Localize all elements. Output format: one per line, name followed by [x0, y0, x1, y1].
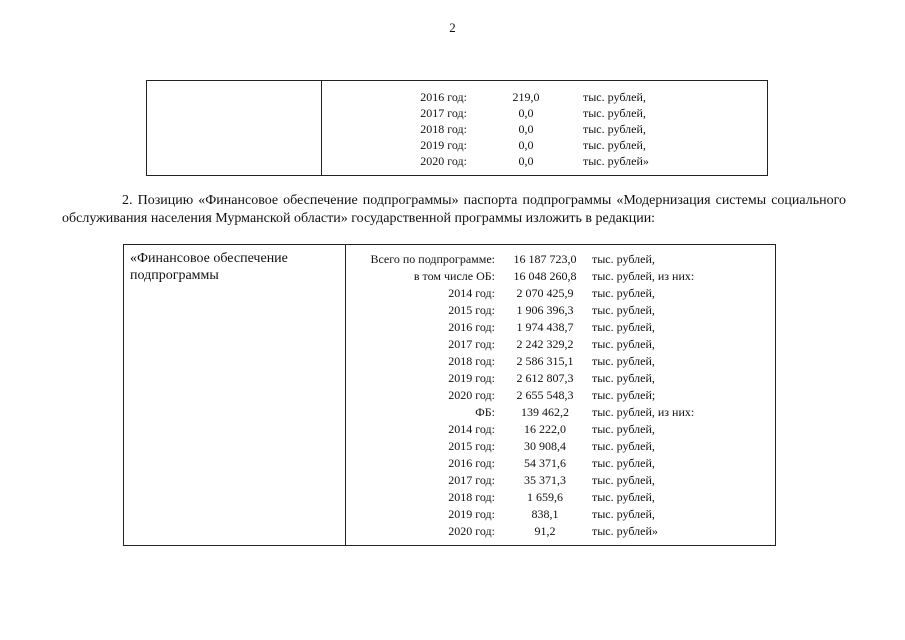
table-row	[124, 404, 777, 420]
amount-value: 0,0	[518, 138, 534, 152]
table-row	[124, 302, 777, 318]
unit-label: тыс. рублей, из них:	[592, 269, 695, 283]
row-label: 2018 год:	[448, 354, 495, 368]
table-row	[124, 421, 777, 437]
unit-label: тыс. рублей,	[592, 286, 655, 300]
table-row	[147, 121, 769, 137]
row-label: в том числе ОБ:	[413, 269, 495, 283]
year-label: 2018 год:	[420, 122, 467, 136]
amount-value: 0,0	[518, 106, 534, 120]
table-row	[124, 387, 777, 403]
table-row	[124, 353, 777, 369]
amount-value: 2 242 329,2	[516, 337, 574, 351]
unit-label: тыс. рублей,	[583, 122, 646, 136]
unit-label: тыс. рублей,	[592, 422, 655, 436]
table-continuation	[146, 80, 768, 176]
row-label: 2020 год:	[448, 524, 495, 538]
amendment-paragraph: 2. Позицию «Финансовое обеспечение подпрограммы» паспорта подпрограммы «Модернизация системы социального обслуживания населения Мурманской области» государственной программы изложить в редакции:	[62, 193, 846, 226]
page-number: 2	[449, 20, 456, 35]
section-name-line: подпрограммы	[130, 268, 219, 283]
amount-value: 1 906 396,3	[516, 303, 574, 317]
table-row	[124, 336, 777, 352]
row-label: 2020 год:	[448, 388, 495, 402]
table-row	[124, 472, 777, 488]
amount-value: 91,2	[534, 524, 556, 538]
unit-label: тыс. рублей,	[583, 90, 646, 104]
unit-label: тыс. рублей,	[592, 354, 655, 368]
table-row	[124, 251, 777, 267]
row-label: 2016 год:	[448, 456, 495, 470]
unit-label: тыс. рублей,	[592, 439, 655, 453]
table-row	[124, 268, 777, 284]
unit-label: тыс. рублей,	[592, 337, 655, 351]
year-label: 2016 год:	[420, 90, 467, 104]
unit-label: тыс. рублей,	[592, 507, 655, 521]
table-row	[147, 137, 769, 153]
unit-label: тыс. рублей»	[592, 524, 658, 538]
amount-value: 0,0	[518, 154, 534, 168]
amount-value: 54 371,6	[524, 456, 566, 470]
unit-label: тыс. рублей;	[592, 388, 656, 402]
table-row	[147, 89, 769, 105]
amount-value: 30 908,4	[524, 439, 566, 453]
amount-value: 1 974 438,7	[516, 320, 574, 334]
row-label: 2014 год:	[448, 286, 495, 300]
amount-value: 2 070 425,9	[516, 286, 574, 300]
unit-label: тыс. рублей,	[592, 303, 655, 317]
row-label: Всего по подпрограмме:	[370, 252, 495, 266]
amount-value: 2 612 807,3	[516, 371, 574, 385]
unit-label: тыс. рублей,	[592, 252, 655, 266]
table-row	[124, 523, 777, 539]
unit-label: тыс. рублей»	[583, 154, 649, 168]
unit-label: тыс. рублей,	[592, 490, 655, 504]
amount-value: 2 586 315,1	[516, 354, 574, 368]
table-row	[124, 455, 777, 471]
amount-value: 2 655 548,3	[516, 388, 574, 402]
row-label: ФБ:	[475, 405, 495, 419]
amount-value: 1 659,6	[527, 490, 563, 504]
table-row	[124, 506, 777, 522]
unit-label: тыс. рублей,	[583, 106, 646, 120]
amount-value: 16 222,0	[524, 422, 566, 436]
unit-label: тыс. рублей,	[592, 473, 655, 487]
unit-label: тыс. рублей,	[592, 371, 655, 385]
amount-value: 219,0	[512, 90, 540, 104]
table-row	[124, 285, 777, 301]
year-label: 2017 год:	[420, 106, 467, 120]
amount-value: 16 187 723,0	[513, 252, 577, 266]
row-label: 2017 год:	[448, 473, 495, 487]
year-label: 2019 год:	[420, 138, 467, 152]
table-row	[147, 105, 769, 121]
section-name-line: «Финансовое обеспечение	[130, 251, 288, 266]
table-row	[124, 438, 777, 454]
table-row	[124, 319, 777, 335]
amount-value: 139 462,2	[521, 405, 569, 419]
row-label: 2015 год:	[448, 439, 495, 453]
funding-table	[123, 244, 776, 546]
row-label: 2019 год:	[448, 507, 495, 521]
table-row	[124, 489, 777, 505]
unit-label: тыс. рублей,	[583, 138, 646, 152]
unit-label: тыс. рублей, из них:	[592, 405, 695, 419]
row-label: 2018 год:	[448, 490, 495, 504]
table-row	[147, 153, 769, 169]
amount-value: 16 048 260,8	[513, 269, 577, 283]
row-label: 2019 год:	[448, 371, 495, 385]
amount-value: 35 371,3	[524, 473, 566, 487]
unit-label: тыс. рублей,	[592, 320, 655, 334]
table-row	[124, 370, 777, 386]
row-label: 2017 год:	[448, 337, 495, 351]
row-label: 2016 год:	[448, 320, 495, 334]
year-label: 2020 год:	[420, 154, 467, 168]
amount-value: 838,1	[531, 507, 559, 521]
row-label: 2015 год:	[448, 303, 495, 317]
amount-value: 0,0	[518, 122, 534, 136]
unit-label: тыс. рублей,	[592, 456, 655, 470]
row-label: 2014 год:	[448, 422, 495, 436]
